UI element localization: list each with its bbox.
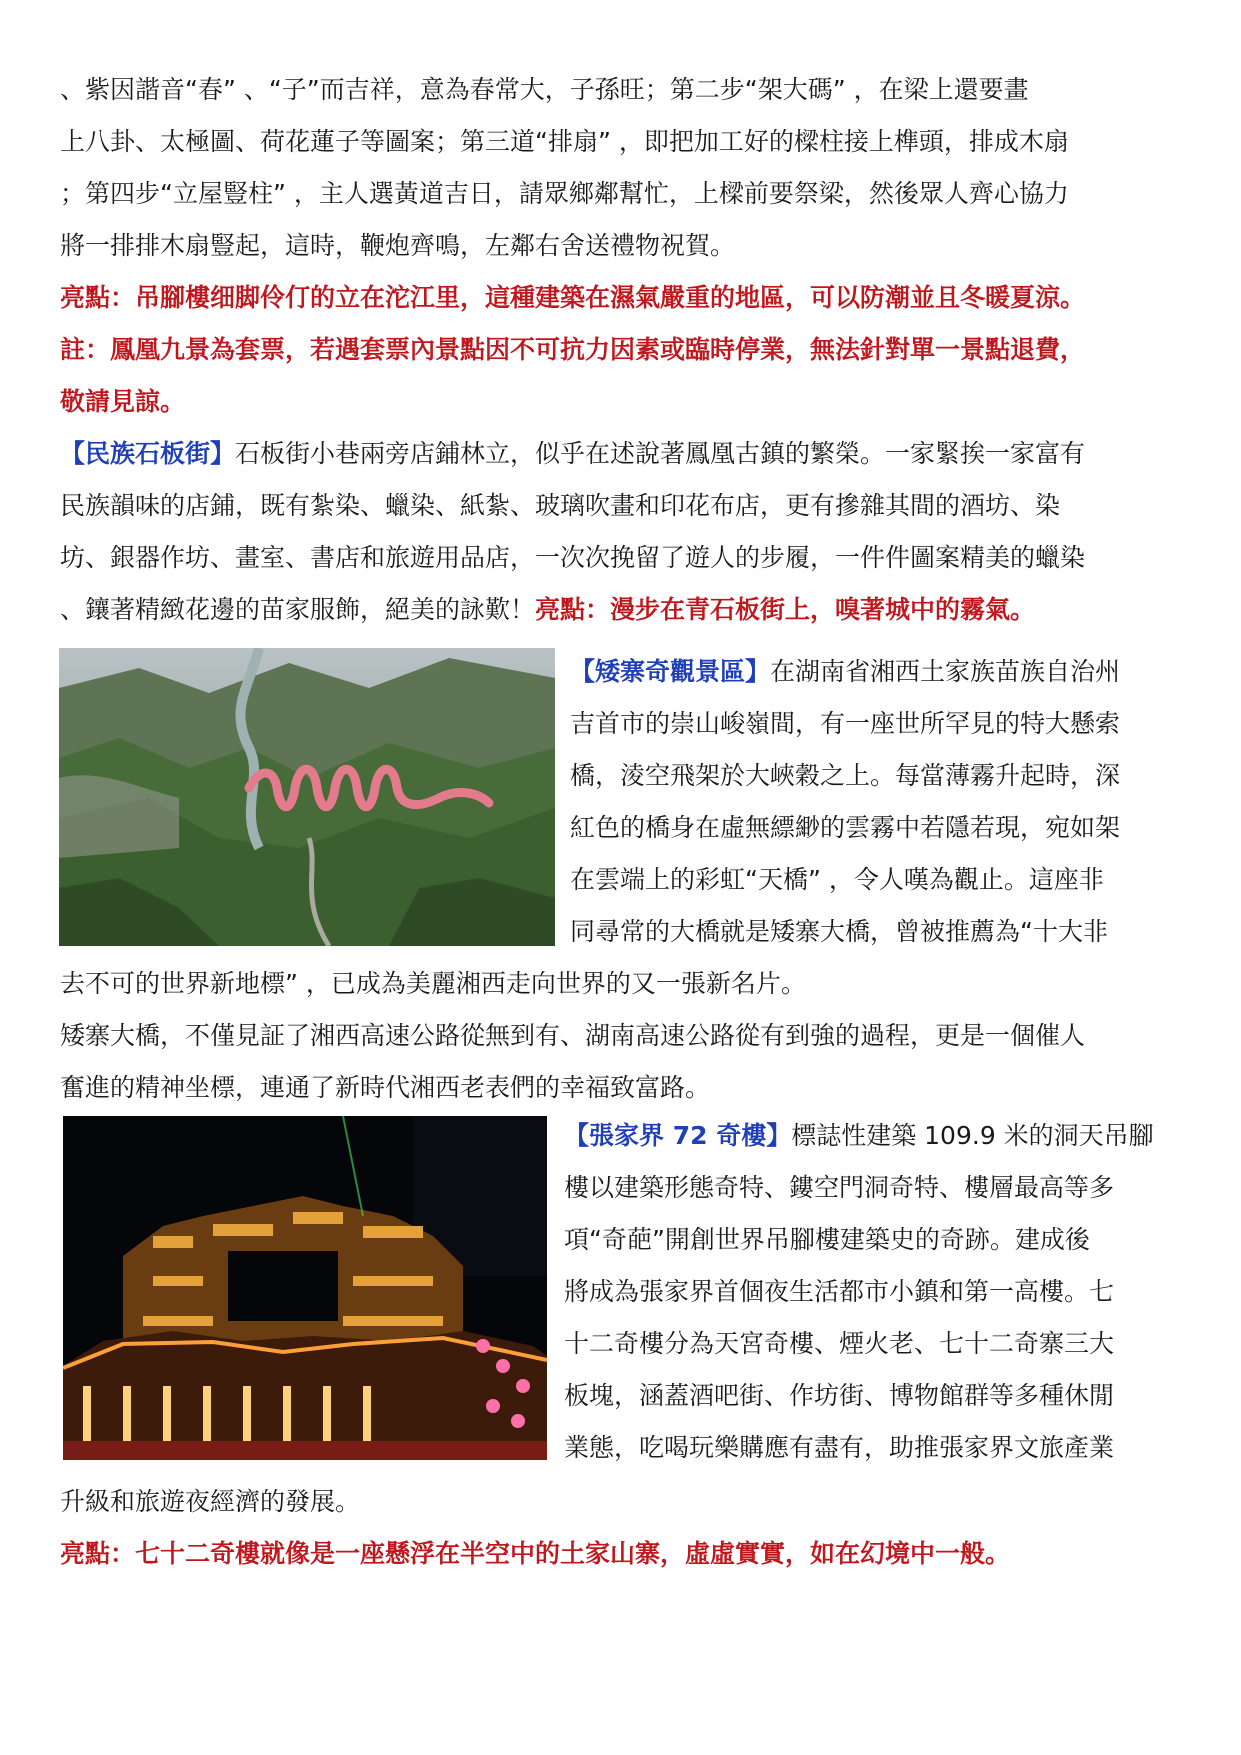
intro-line-4: 將一排排木扇豎起，這時，鞭炮齊鳴，左鄰右舍送禮物祝賀。 bbox=[60, 231, 736, 260]
aizhai-p2-line-1: 矮寨大橋，不僅見証了湘西高速公路從無到有、湖南高速公路從有到強的過程，更是一個催人 bbox=[60, 1021, 1086, 1050]
intro-line-2: 上八卦、太極圖、荷花蓮子等圖案；第三道“排扇” ，即把加工好的樑柱接上榫頭，排成木扇 bbox=[60, 127, 1069, 156]
zjj-line-2: 樓以建築形態奇特、鏤空門洞奇特、樓層最高等多 bbox=[564, 1173, 1115, 1202]
aizhai-p2-line-2: 奮進的精神坐標，連通了新時代湘西老表們的幸福致富路。 bbox=[60, 1073, 711, 1102]
stone-street-line-2: 民族韻味的店鋪，既有紮染、蠟染、紙紮、玻璃吹畫和印花布店，更有摻雜其間的酒坊、染 bbox=[60, 491, 1061, 520]
zjj-line-4: 將成為張家界首個夜生活都市小鎮和第一高樓。七 bbox=[564, 1277, 1115, 1306]
zjj-text-1: 標誌性建築 109.9 米的洞天吊腳 bbox=[791, 1121, 1154, 1150]
stone-street-text-4: 、鑲著精緻花邊的苗家服飾，絕美的詠歎！ bbox=[60, 595, 536, 624]
highlight-stilt-house: 亮點：吊腳樓细脚伶仃的立在沱江里，這種建築在濕氣嚴重的地區，可以防潮並且冬暖夏涼。 bbox=[60, 283, 1086, 312]
zhangjiajie-72-towers-photo bbox=[63, 1116, 547, 1460]
zhangjiajie-title: 【張家界 72 奇樓】 bbox=[564, 1121, 792, 1150]
aizhai-text-1: 在湖南省湘西土家族苗族自治州 bbox=[770, 657, 1121, 686]
aizhai-line-4: 紅色的橋身在虛無縹緲的雲霧中若隱若現，宛如架 bbox=[570, 813, 1121, 842]
aizhai-tail: 去不可的世界新地標” ，已成為美麗湘西走向世界的又一張新名片。 bbox=[60, 969, 806, 998]
zjj-line-5: 十二奇樓分為天宮奇樓、煙火老、七十二奇寨三大 bbox=[564, 1329, 1115, 1358]
ticket-note-line-2: 敬請見諒。 bbox=[60, 387, 186, 416]
zjj-line-6: 板塊，涵蓋酒吧街、作坊街、博物館群等多種休閒 bbox=[564, 1381, 1115, 1410]
aizhai-line-2: 吉首市的崇山峻嶺間，有一座世所罕見的特大懸索 bbox=[570, 709, 1121, 738]
zjj-line-7: 業態，吃喝玩樂購應有盡有，助推張家界文旅產業 bbox=[564, 1433, 1115, 1462]
intro-line-1: 、紫因諧音“春” 、“子”而吉祥，意為春常大，子孫旺；第二步“架大碼” ，在梁上還要畫 bbox=[60, 75, 1029, 104]
aizhai-line-3: 橋，淩空飛架於大峽穀之上。每當薄霧升起時，深 bbox=[570, 761, 1121, 790]
ticket-note bbox=[60, 324, 1180, 428]
zjj-line-3: 項“奇葩”開創世界吊腳樓建築史的奇跡。建成後 bbox=[564, 1225, 1090, 1254]
stone-street-line-3: 坊、銀器作坊、畫室、書店和旅遊用品店，一次次挽留了遊人的步履，一件件圖案精美的蠟染 bbox=[60, 543, 1086, 572]
intro-line-3: ；第四步“立屋豎柱” ，主人選黃道吉日，請眾鄉鄰幫忙，上樑前要祭梁，然後眾人齊心協力 bbox=[60, 179, 1069, 208]
ticket-note-line-1: 註：鳳凰九景為套票，若遇套票內景點因不可抗力因素或臨時停業，無法針對單一景點退費， bbox=[60, 335, 1086, 364]
aizhai-line-6: 同尋常的大橋就是矮寨大橋，曾被推薦為“十大非 bbox=[570, 917, 1108, 946]
intro-paragraph bbox=[60, 64, 1180, 272]
zjj-line-1 bbox=[564, 1110, 1184, 1162]
stone-street-title: 【民族石板街】 bbox=[60, 439, 236, 468]
aizhai-line-5: 在雲端上的彩虹“天橋” ，令人嘆為觀止。這座非 bbox=[570, 865, 1104, 894]
aizhai-bridge-photo bbox=[59, 648, 555, 946]
aizhai-title: 【矮寨奇觀景區】 bbox=[570, 657, 771, 686]
zhangjiajie-tail: 升級和旅遊夜經濟的發展。 bbox=[60, 1487, 361, 1516]
aizhai-paragraph-2 bbox=[60, 1010, 1180, 1114]
stone-street-highlight: 亮點：漫步在青石板街上，嗅著城中的霧氣。 bbox=[535, 595, 1036, 624]
zhangjiajie-section bbox=[564, 1110, 1184, 1474]
aizhai-line-1 bbox=[570, 646, 1175, 698]
highlight-72-towers: 亮點：七十二奇樓就像是一座懸浮在半空中的土家山寨，虛虛實實，如在幻境中一般。 bbox=[60, 1539, 1011, 1568]
stone-street-line-1 bbox=[60, 428, 1180, 480]
stone-street-section bbox=[60, 428, 1180, 636]
aizhai-section bbox=[570, 646, 1175, 958]
stone-street-line-4 bbox=[60, 584, 1180, 636]
stone-street-text-1: 石板街小巷兩旁店鋪林立，似乎在述說著鳳凰古鎮的繁榮。一家緊挨一家富有 bbox=[235, 439, 1086, 468]
